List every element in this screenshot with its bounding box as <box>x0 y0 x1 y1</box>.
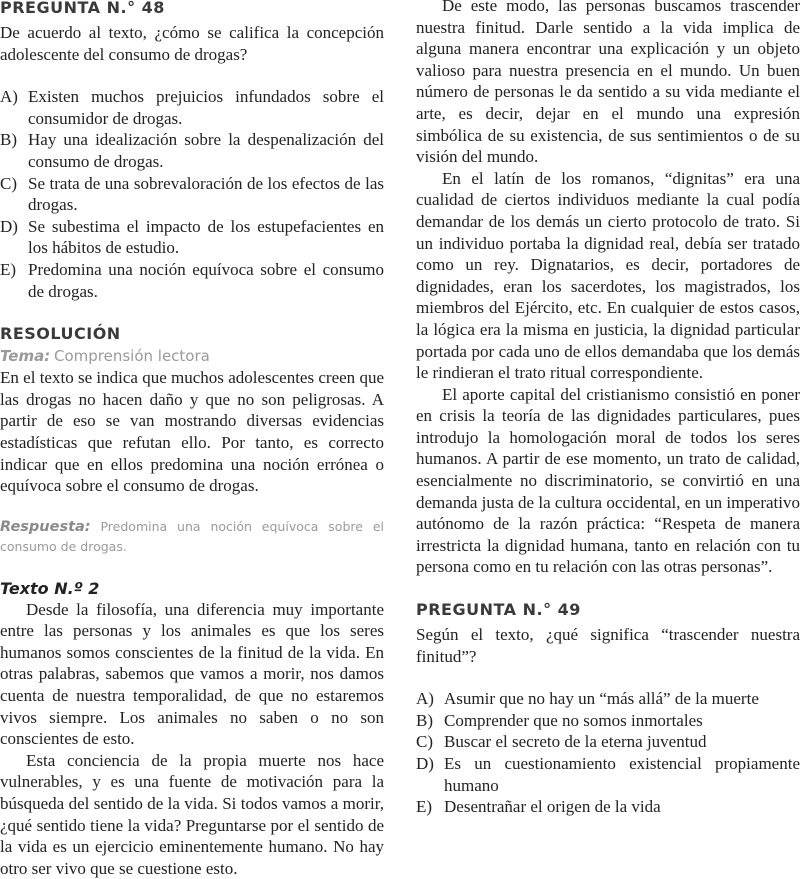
question-48-heading: PREGUNTA N.° 48 <box>0 0 165 17</box>
resolucion-body: En el texto se indica que muchos adolescentes creen que las drogas no hacen daño y que no son peligrosas. A partir de eso se van mostrando diversas evidencias estadísticas que refutan ello. Por tanto, es correcto indicar que en ellos predomina una noción errónea o equívoca sobre el consumo de drogas. <box>0 368 384 496</box>
q48-option-c[interactable]: C) Se trata de una sobrevaloración de los efectos de las drogas. <box>0 173 384 215</box>
tema-value: Comprensión lectora <box>53 347 210 366</box>
left-column <box>0 0 384 879</box>
texto-2-paragraph-4: En el latín de los romanos, “dignitas” era una cualidad de ciertos individuos mediante la cual podía demandar de los demás un cierto protocolo de trato. Si un individuo portaba la dignidad real, debía ser tratado como un rey. Dignatarios, es decir, portadores de dignidades, eran los sacerdotes, los magistrados, los miembros del Ejército, etc. En cualquier de estos casos, la lógica era la misma en justicia, la dignidad particular portada por cada uno de ellos demandaba que los demás le rindieran el trato ritual correspondiente. <box>416 168 800 383</box>
right-column <box>416 0 800 818</box>
tema-line <box>0 346 384 367</box>
texto-2-paragraph-3: De este modo, las personas buscamos trascender nuestra finitud. Darle sentido a la vida implica de alguna manera encontrar una explicación y un objeto valioso para nuestra presencia en el mundo. Un buen número de personas le da sentido a su vida mediante el arte, es decir, dejar en el mundo una expresión simbólica de su existencia, de sus sentimientos o de su visión del mundo. <box>416 0 800 167</box>
texto-2-paragraph-5: El aporte capital del cristianismo consistió en poner en crisis la teoría de las dignidades particulares, pues introdujo la homologación moral de todos los seres humanos. A partir de ese momento, un trato de calidad, esencialmente no discriminatorio, se convirtió en una demanda justa de la cultura occidental, en un imperativo autónomo de la razón práctica: “Respeta de manera irrestricta la dignidad humana, tanto en relación con tu persona como en tu relación con las otras personas”. <box>416 384 800 577</box>
respuesta-line <box>0 517 384 557</box>
tema-label: Tema: <box>0 347 51 366</box>
texto-2-paragraph-2: Esta conciencia de la propia muerte nos hace vulnerables, y es una fuente de motivación para la búsqueda del sentido de la vida. Si todos vamos a morir, ¿qué sentido tiene la vida? Preguntarse por el sentido de la vida es un ejercicio eminentemente humano. No hay otro ser vivo que se cuestione esto. <box>0 750 384 878</box>
question-48-stem: De acuerdo al texto, ¿cómo se califica la concepción adolescente del consumo de drogas? <box>0 23 384 64</box>
texto-2-paragraph-1: Desde la filosofía, una diferencia muy importante entre las personas y los animales es que los seres humanos somos conscientes de la finitud de la vida. En otras palabras, sabemos que vamos a morir, nos damos cuenta de nuestra temporalidad, de que no estaremos vivos siempre. Los animales no saben o no son conscientes de esto. <box>0 599 384 749</box>
question-49-heading: PREGUNTA N.° 49 <box>416 600 581 620</box>
question-49-stem: Según el texto, ¿qué significa “trascender nuestra finitud”? <box>416 625 800 666</box>
q48-option-e[interactable]: E) Predomina una noción equívoca sobre el consumo de drogas. <box>0 259 384 301</box>
resolucion-heading: RESOLUCIÓN <box>0 324 121 344</box>
respuesta-label: Respuesta: <box>0 518 91 535</box>
question-48-options <box>0 86 384 302</box>
q49-option-a[interactable]: A) Asumir que no hay un “más allá” de la muerte <box>416 689 759 709</box>
q48-option-a[interactable]: A) Existen muchos prejuicios infundados sobre el consumidor de drogas. <box>0 87 384 128</box>
respuesta-value: Predomina una noción equívoca sobre el consumo de drogas. <box>0 518 384 554</box>
texto-2-title: Texto N.º 2 <box>0 578 100 598</box>
q48-option-d[interactable]: D) Se subestima el impacto de los estupefacientes en los hábitos de estudio. <box>0 216 384 258</box>
question-49-options <box>416 688 800 818</box>
q49-option-d[interactable]: D) Es un cuestionamiento existencial propiamente humano <box>416 754 800 795</box>
q48-option-b[interactable]: B) Hay una idealización sobre la despenalización del consumo de drogas. <box>0 130 384 171</box>
q49-option-b[interactable]: B) Comprender que no somos inmortales <box>416 710 703 730</box>
q49-option-e[interactable]: E) Desentrañar el origen de la vida <box>416 797 661 817</box>
q49-option-c[interactable]: C) Buscar el secreto de la eterna juventud <box>416 732 707 752</box>
